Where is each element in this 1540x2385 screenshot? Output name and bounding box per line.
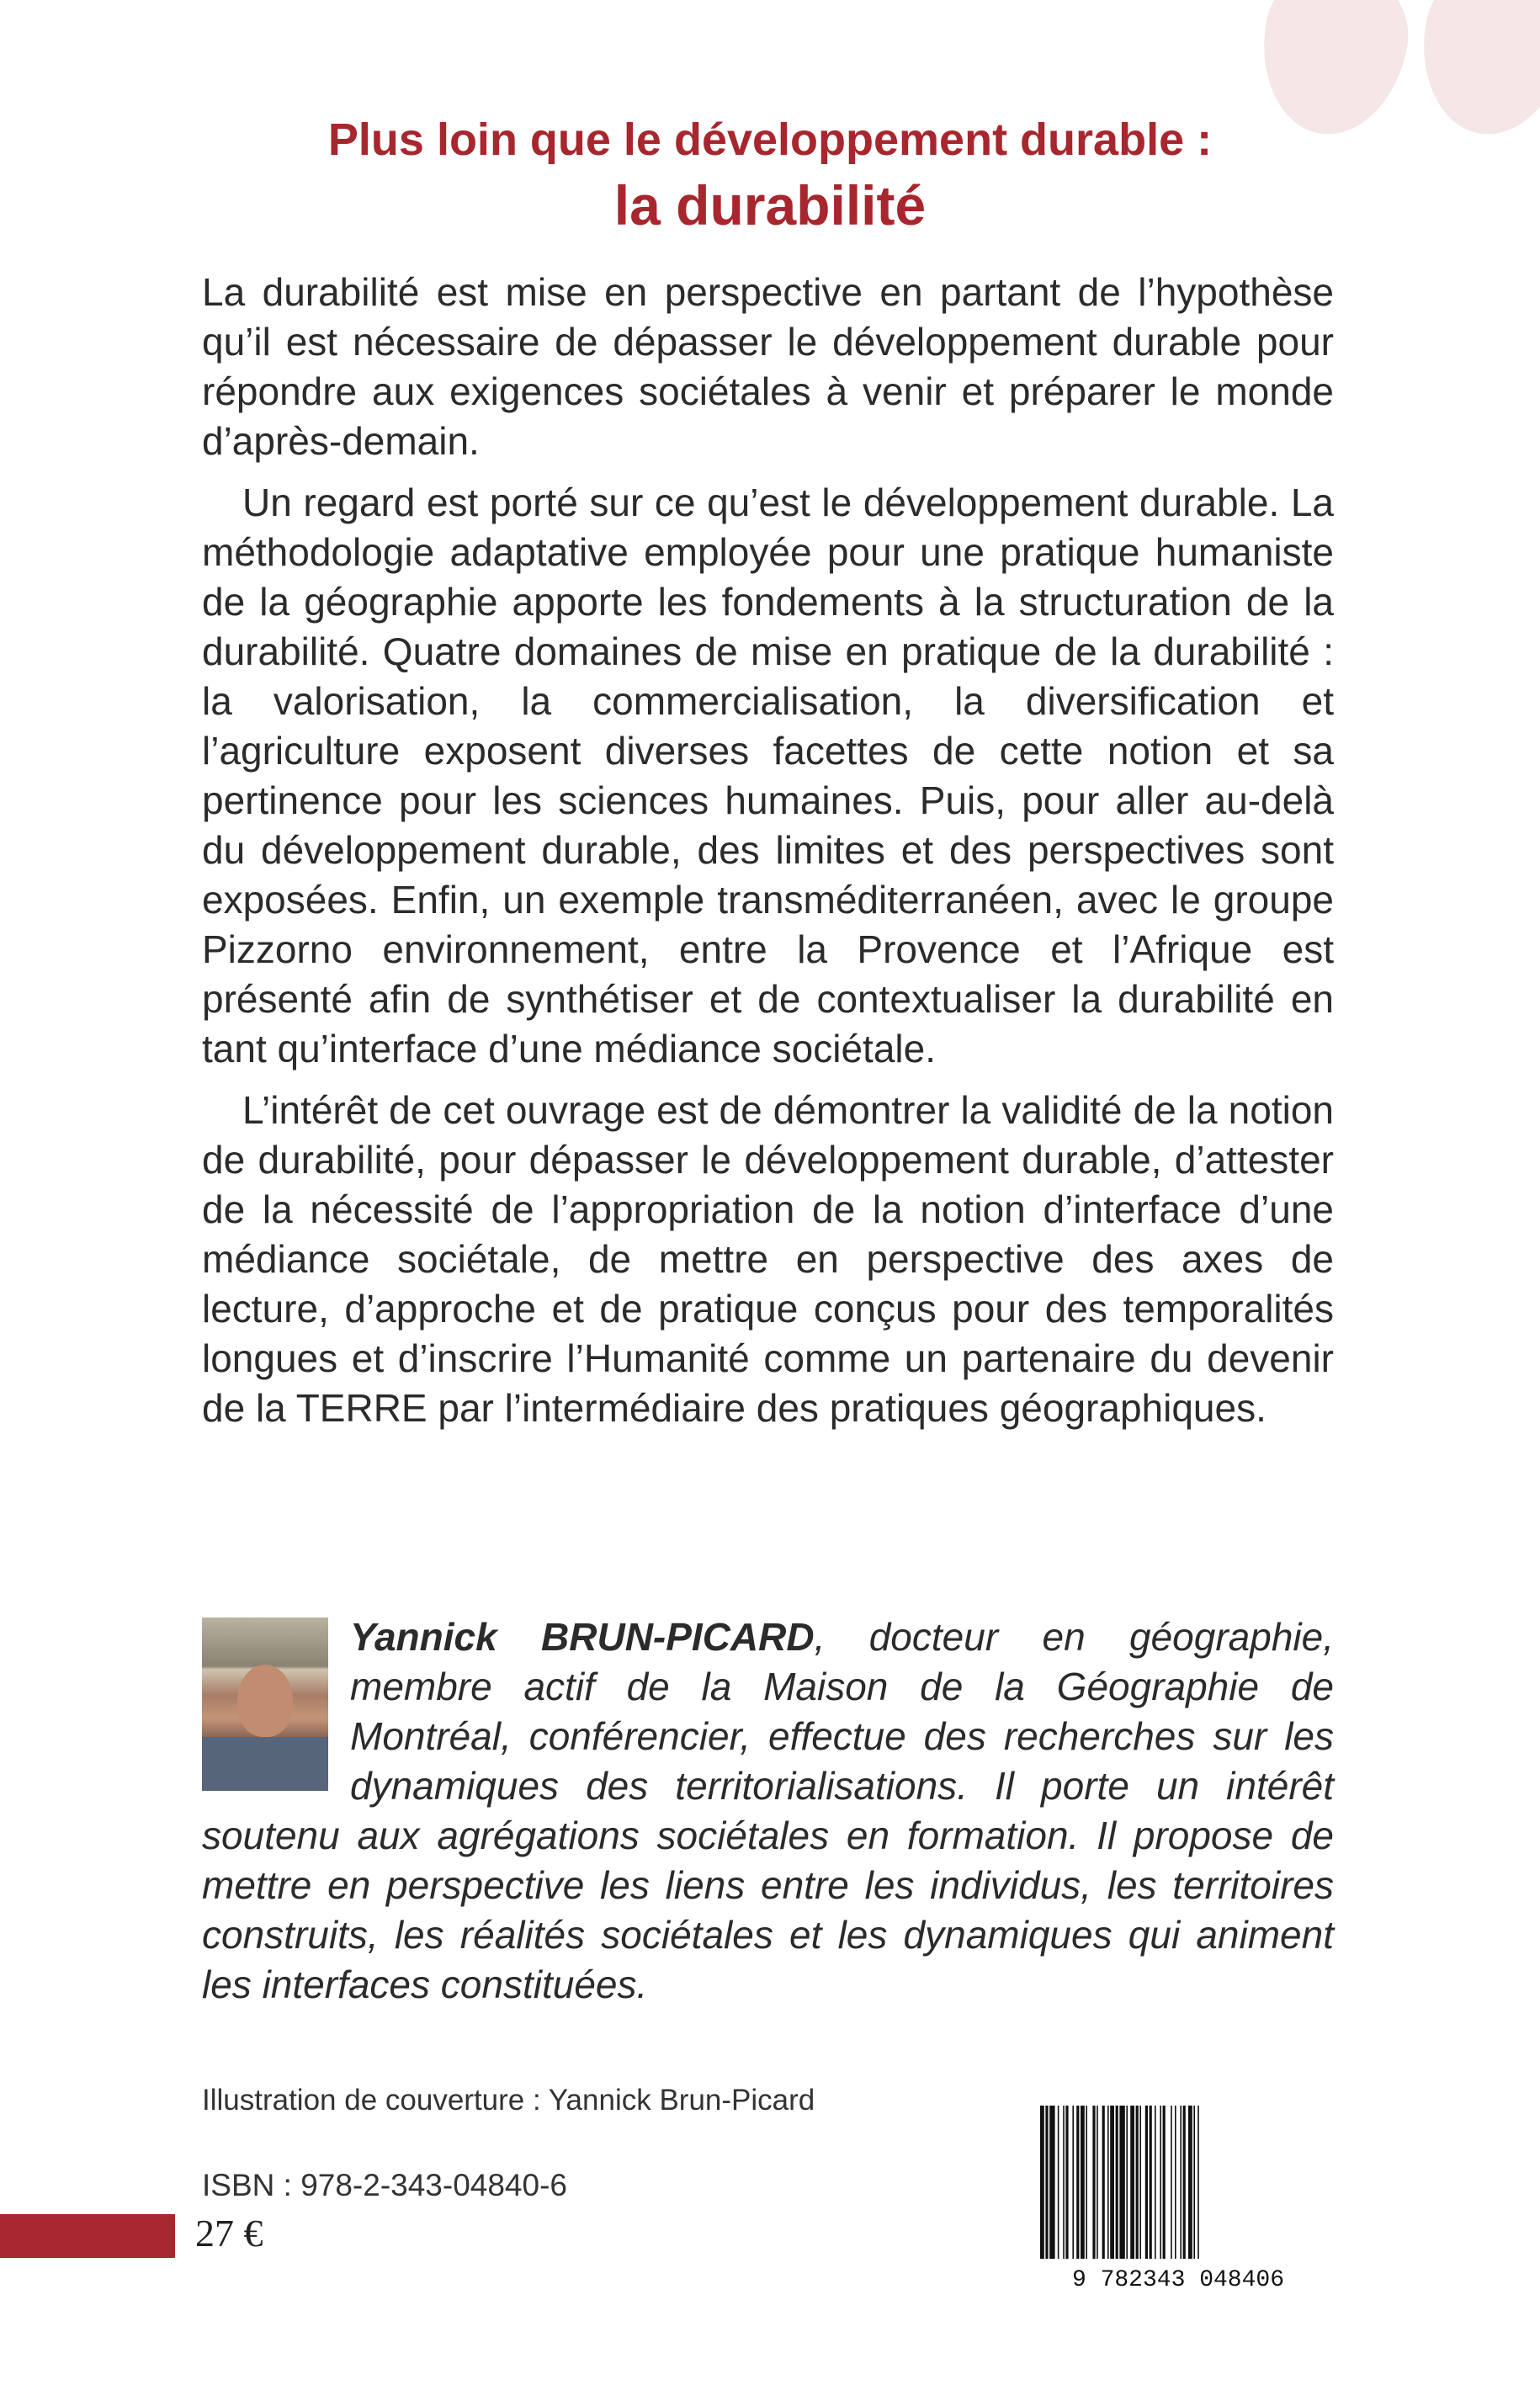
barcode-bar	[1130, 2106, 1134, 2259]
summary-paragraph-1: La durabilité est mise en perspective en partant de l’hypothèse qu’il est nécessaire de dépasser le développement durable pour répondre aux exigences sociétales à venir et préparer le monde d’après-demain.	[202, 270, 1334, 463]
barcode-bar	[1049, 2106, 1054, 2259]
title-line-1: Plus loin que le développement durable :	[327, 114, 1213, 165]
title-line-2: la durabilité	[613, 174, 927, 236]
author-name: Yannick BRUN-PICARD	[350, 1615, 815, 1659]
barcode-bar	[1058, 2106, 1059, 2259]
barcode	[1018, 2101, 1336, 2294]
barcode-bar	[1155, 2106, 1156, 2259]
barcode-bar	[1107, 2106, 1109, 2259]
barcode-bar	[1072, 2106, 1074, 2259]
barcode-bar	[1065, 2106, 1068, 2259]
barcode-digits: 9 782343 048406	[1071, 2267, 1285, 2293]
barcode-bar	[1119, 2106, 1124, 2259]
summary-text	[202, 268, 1334, 1445]
price-accent-bar	[0, 2214, 175, 2258]
author-description: , docteur en géographie, membre actif de la Maison de la Géographie de Montréal, conférencier, effectue des recherches sur les dynamiques des territorialisations. Il porte un intérêt soutenu aux agrégations sociétales en formation. Il propose de mettre en perspective les liens entre les individus, les territoires construits, les réalités sociétales et les dynamiques qui animent les interfaces constituées.	[202, 1615, 1334, 2006]
barcode-bar	[1160, 2106, 1161, 2259]
barcode-bar	[1139, 2106, 1141, 2259]
price: 27 €	[195, 2212, 263, 2255]
barcode-bar	[1110, 2106, 1114, 2259]
decorative-quote-mark-right	[1409, 0, 1540, 146]
barcode-bar	[1175, 2106, 1176, 2259]
barcode-bar	[1163, 2106, 1166, 2259]
barcode-bar	[1188, 2106, 1192, 2259]
summary-paragraph-2: Un regard est porté sur ce qu’est le développement durable. La méthodologie adaptative employée pour une pratique humaniste de la géographie apporte les fondements à la structuration de la durabilité. Quatre domaines de mise en pratique de la durabilité : la valorisation, la commercialisation, la diversification et l’agriculture exposent diverses facettes de cette notion et sa pertinence pour les sciences humaines. Puis, pour aller au-delà du développement durable, des limites et des perspectives sont exposées. Enfin, un exemple transméditerranéen, avec le groupe Pizzorno environnement, entre la Provence et l’Afrique est présenté afin de synthétiser et de contextualiser la durabilité en tant qu’interface d’une médiance sociétale.	[202, 481, 1334, 1070]
barcode-bar	[1136, 2106, 1139, 2259]
barcode-bar	[1116, 2106, 1118, 2259]
barcode-bar	[1086, 2106, 1087, 2259]
isbn: ISBN : 978-2-343-04840-6	[202, 2168, 567, 2202]
barcode-bar	[1197, 2106, 1199, 2259]
barcode-bar	[1063, 2106, 1065, 2259]
barcode-bar	[1126, 2106, 1128, 2259]
cover-title	[202, 109, 1338, 241]
barcode-bar	[1171, 2106, 1172, 2259]
barcode-bar	[1092, 2106, 1095, 2259]
barcode-bar	[1097, 2106, 1098, 2259]
barcode-bar	[1145, 2106, 1148, 2259]
barcode-bar	[1180, 2106, 1182, 2259]
barcode-bar	[1081, 2106, 1085, 2259]
barcode-bar	[1102, 2106, 1105, 2259]
barcode-bar	[1150, 2106, 1152, 2259]
cover-illustration-credit: Illustration de couverture : Yannick Brun-Picard	[202, 2084, 815, 2117]
barcode-bar	[1076, 2106, 1079, 2259]
barcode-bar	[1183, 2106, 1186, 2259]
summary-paragraph-3: L’intérêt de cet ouvrage est de démontrer la validité de la notion de durabilité, pour dépasser le développement durable, d’attester de la nécessité de l’appropriation de la notion d’interface d’une médiance sociétale, de mettre en perspective des axes de lecture, d’approche et de pratique conçus pour des temporalités longues et d’inscrire l’Humanité comme un partenaire du devenir de la TERRE par l’intermédiaire des pratiques géographiques.	[202, 1088, 1334, 1430]
barcode-bars	[1040, 2106, 1199, 2259]
author-photo	[202, 1617, 328, 1791]
author-bio	[202, 1612, 1334, 2010]
barcode-bar	[1040, 2106, 1044, 2259]
barcode-bar	[1045, 2106, 1048, 2259]
barcode-bar	[1193, 2106, 1195, 2259]
